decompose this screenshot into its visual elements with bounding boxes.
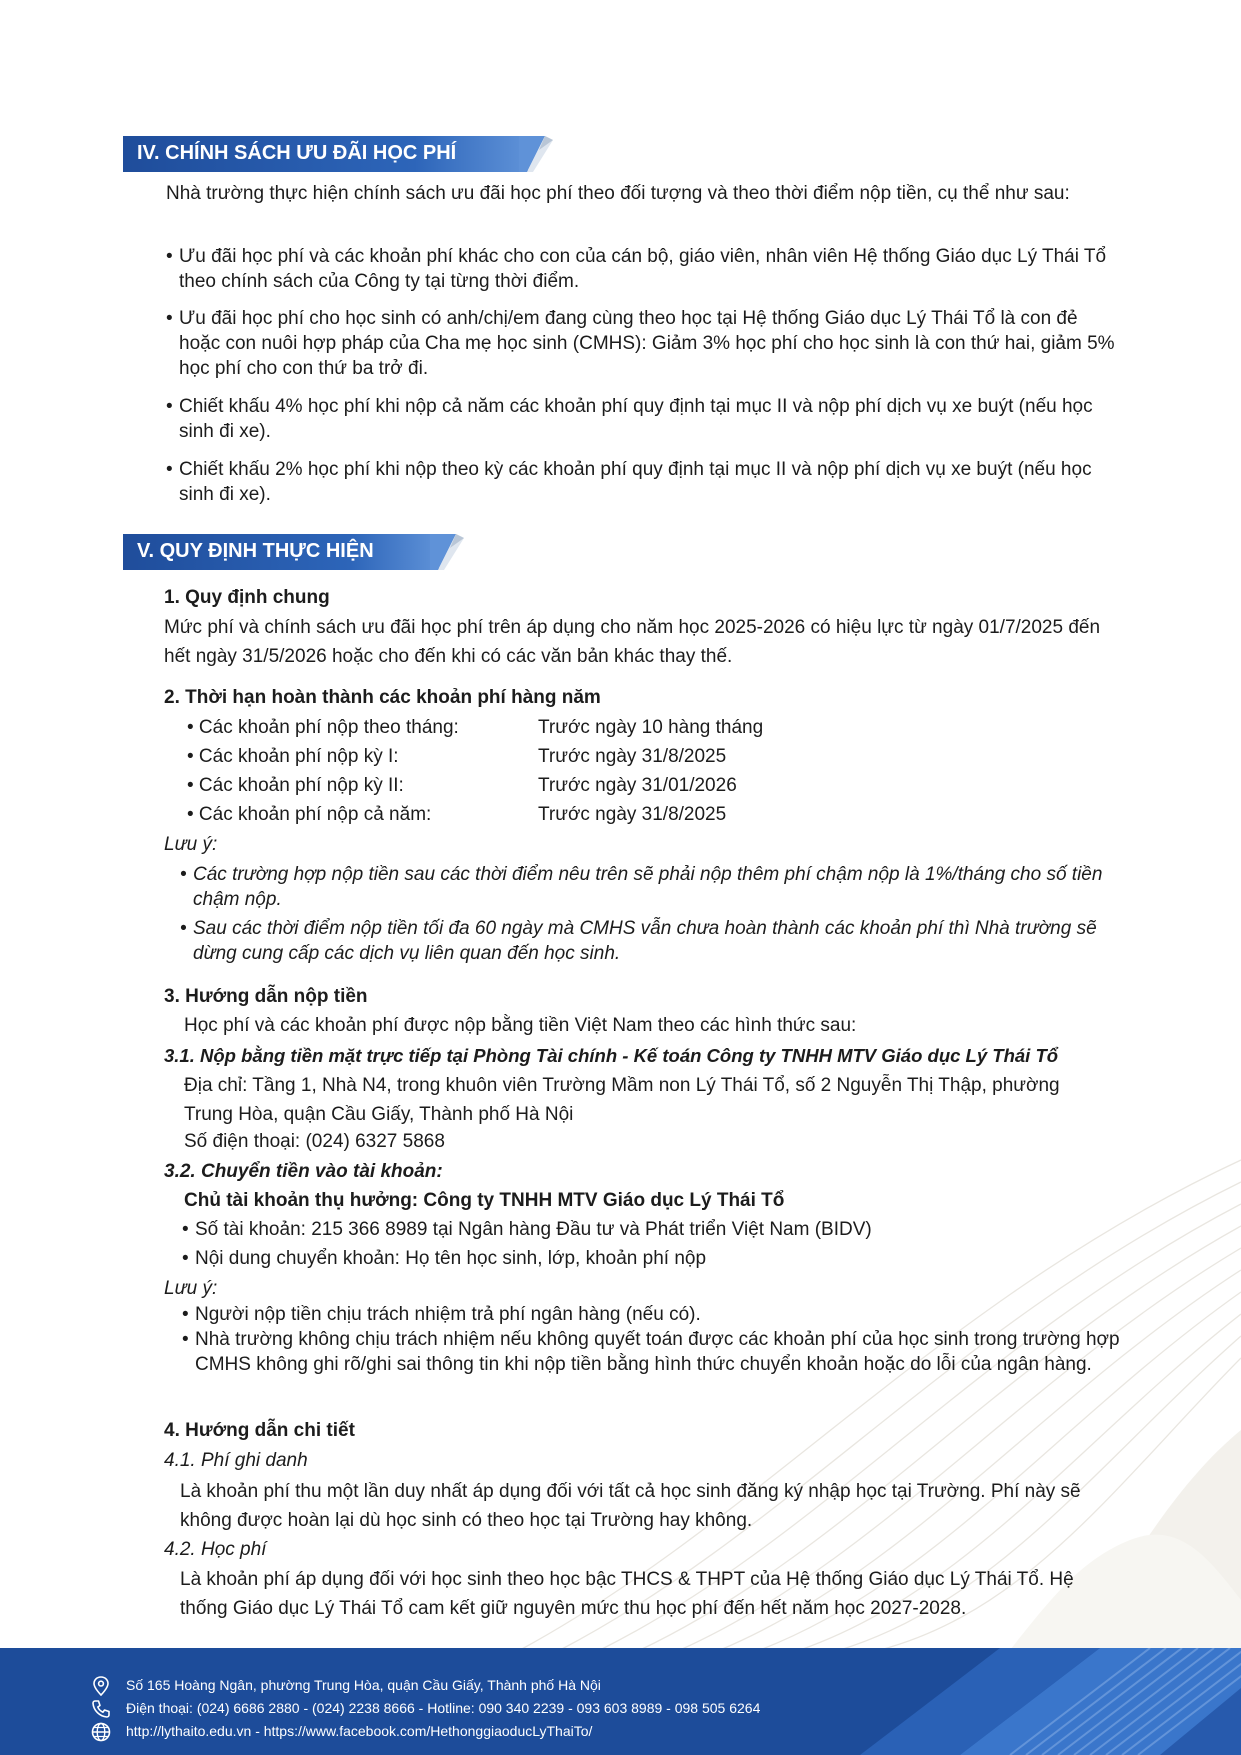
- bullet-icon: •: [166, 308, 173, 329]
- list-item: • Người nộp tiền chịu trách nhiệm trả phí ngân hàng (nếu có).: [182, 1304, 701, 1325]
- subsection-3-intro: Học phí và các khoản phí được nộp bằng tiền Việt Nam theo các hình thức sau:: [184, 1015, 857, 1036]
- list-item: • Nhà trường không chịu trách nhiệm nếu không quyết toán được các khoản phí của học sinh trong trường hợp CMHS không ghi rõ/ghi sai thông tin khi nộp tiền bằng hình thức chuyển khoản hoặc do lỗi của ngân hàng.: [182, 1329, 1120, 1375]
- phone-icon: [90, 1698, 112, 1720]
- section-4-header: [123, 136, 553, 172]
- subsection-4-1-heading: 4.1. Phí ghi danh: [164, 1450, 308, 1471]
- list-item: • Số tài khoản: 215 366 8989 tại Ngân hàng Đầu tư và Phát triển Việt Nam (BIDV): [182, 1219, 872, 1240]
- list-item: • Ưu đãi học phí và các khoản phí khác cho con của cán bộ, giáo viên, nhân viên Hệ thống Giáo dục Lý Thái Tổ theo chính sách của Công ty tại từng thời điểm.: [166, 246, 1107, 292]
- page-curl-icon: [519, 136, 553, 172]
- subsection-3-2-heading: 3.2. Chuyển tiền vào tài khoản:: [164, 1161, 443, 1182]
- subsection-1-heading: 1. Quy định chung: [164, 587, 330, 608]
- page-curl-icon: [430, 534, 464, 570]
- bullet-icon: •: [180, 864, 187, 885]
- account-owner: Chủ tài khoản thụ hưởng: Công ty TNHH MTV Giáo dục Lý Thái Tổ: [184, 1190, 785, 1211]
- globe-icon: [90, 1721, 112, 1743]
- list-item: • Nội dung chuyển khoản: Họ tên học sinh, lớp, khoản phí nộp: [182, 1248, 707, 1269]
- section-5-header: [123, 534, 468, 570]
- subsection-4-1-text: Là khoản phí thu một lần duy nhất áp dụng đối với tất cả học sinh đăng ký nhập học tại Trường. Phí này sẽ không được hoàn lại dù học sinh có theo học tại Trường hay không.: [180, 1481, 1081, 1531]
- bullet-icon: •: [182, 1219, 189, 1240]
- bullet-icon: •: [182, 1304, 189, 1325]
- bullet-icon: •: [180, 918, 187, 939]
- list-item: • Sau các thời điểm nộp tiền tối đa 60 ngày mà CMHS vẫn chưa hoàn thành các khoản phí thì Nhà trường sẽ dừng cung cấp các dịch vụ liên quan đến học sinh.: [180, 918, 1097, 964]
- subsection-3-heading: 3. Hướng dẫn nộp tiền: [164, 986, 368, 1007]
- subsection-4-heading: 4. Hướng dẫn chi tiết: [164, 1420, 355, 1441]
- bullet-icon: •: [166, 459, 173, 480]
- bullet-icon: •: [166, 246, 173, 267]
- location-pin-icon: [90, 1675, 112, 1697]
- subsection-4-2-heading: 4.2. Học phí: [164, 1539, 267, 1560]
- note-label: Lưu ý:: [164, 834, 218, 855]
- subsection-3-1-heading: 3.1. Nộp bằng tiền mặt trực tiếp tại Phòng Tài chính - Kế toán Công ty TNHH MTV Giáo dục Lý Thái Tổ: [164, 1045, 1059, 1066]
- footer: Số 165 Hoàng Ngân, phường Trung Hòa, quận Cầu Giấy, Thành phố Hà Nội Điện thoại: (024) 6686 2880 - (024) 2238 8666 - Hotline: 090 340 2239 - 093 603 8989 - 098 505 6264 http://lythaito.edu.vn - https://www.facebook.com/HethonggiaoducLyThaiTo/: [0, 1648, 1241, 1755]
- list-item: • Các trường hợp nộp tiền sau các thời điểm nêu trên sẽ phải nộp thêm phí chậm nộp là 1%/tháng cho số tiền chậm nộp.: [180, 864, 1103, 910]
- list-item: • Ưu đãi học phí cho học sinh có anh/chị/em đang cùng theo học tại Hệ thống Giáo dục Lý Thái Tổ là con đẻ hoặc con nuôi hợp pháp của Cha mẹ học sinh (CMHS): Giảm 3% học phí cho học sinh là con thứ hai, giảm 5% học phí cho con thứ ba trở đi.: [166, 308, 1115, 379]
- list-item: • Chiết khấu 2% học phí khi nộp theo kỳ các khoản phí quy định tại mục II và nộp phí dịch vụ xe buýt (nếu học sinh đi xe).: [166, 459, 1092, 505]
- note-label: Lưu ý:: [164, 1278, 218, 1299]
- bullet-icon: •: [166, 396, 173, 417]
- cash-address: Địa chỉ: Tầng 1, Nhà N4, trong khuôn viên Trường Mầm non Lý Thái Tổ, số 2 Nguyễn Thị Thập, phường Trung Hòa, quận Cầu Giấy, Thành phố Hà Nội: [184, 1075, 1060, 1125]
- subsection-2-heading: 2. Thời hạn hoàn thành các khoản phí hàng năm: [164, 687, 601, 708]
- subsection-1-text: Mức phí và chính sách ưu đãi học phí trên áp dụng cho năm học 2025-2026 có hiệu lực từ ngày 01/7/2025 đến hết ngày 31/5/2026 hoặc cho đến khi có các văn bản khác thay thế.: [164, 617, 1101, 667]
- section-4-title: IV. CHÍNH SÁCH ƯU ĐÃI HỌC PHÍ: [137, 142, 457, 164]
- section-4-intro: Nhà trường thực hiện chính sách ưu đãi học phí theo đối tượng và theo thời điểm nộp tiền, cụ thể như sau:: [166, 183, 1070, 204]
- cash-phone: Số điện thoại: (024) 6327 5868: [184, 1131, 445, 1152]
- bullet-icon: •: [182, 1329, 189, 1350]
- subsection-4-2-text: Là khoản phí áp dụng đối với học sinh theo học bậc THCS & THPT của Hệ thống Giáo dục Lý Thái Tổ. Hệ thống Giáo dục Lý Thái Tổ cam kết giữ nguyên mức thu học phí đến hết năm học 2027-2028.: [180, 1569, 1074, 1619]
- section-5-title: V. QUY ĐỊNH THỰC HIỆN: [137, 540, 374, 562]
- list-item: • Chiết khấu 4% học phí khi nộp cả năm các khoản phí quy định tại mục II và nộp phí dịch vụ xe buýt (nếu học sinh đi xe).: [166, 396, 1093, 442]
- bullet-icon: •: [182, 1248, 189, 1269]
